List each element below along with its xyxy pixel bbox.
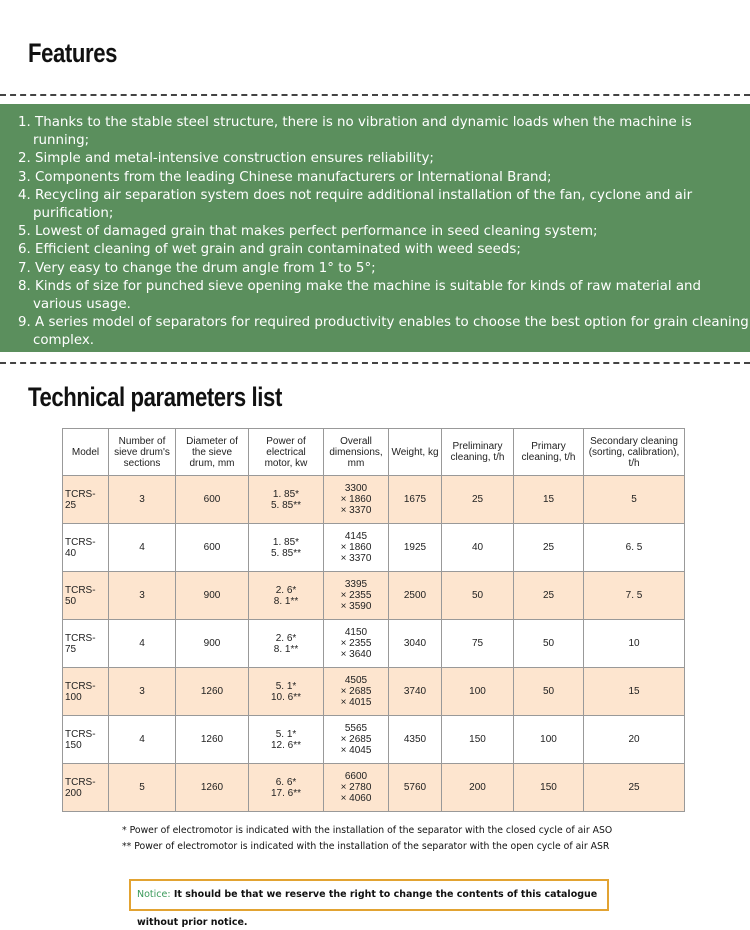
feature-item: 8. Kinds of size for punched sieve opening make the machine is suitable for kinds of raw material and various usage.: [18, 278, 702, 313]
feature-item: 2. Simple and metal-intensive construction ensures reliability;: [18, 151, 434, 167]
footnote-single: * Power of electromotor is indicated with the installation of the separator with the closed cycle of air ASO: [122, 825, 613, 836]
table-cell: 5760: [389, 764, 442, 812]
table-cell: 7. 5: [584, 572, 685, 620]
table-row: [63, 524, 685, 572]
table-cell: 6. 5: [584, 524, 685, 572]
table-cell: 25: [442, 476, 514, 524]
table-cell: 25: [514, 524, 584, 572]
table-cell: 5: [109, 764, 176, 812]
parameters-table: [62, 428, 685, 812]
table-cell: 3395 × 2355 × 3590: [324, 572, 389, 620]
table-cell: 3: [109, 572, 176, 620]
table-cell: TCRS-50: [63, 572, 109, 620]
table-cell: 5. 1* 12. 6**: [249, 716, 324, 764]
column-header: Primary cleaning, t/h: [514, 429, 584, 476]
table-cell: 1260: [176, 716, 249, 764]
table-row: [63, 476, 685, 524]
feature-item: 7. Very easy to change the drum angle from 1° to 5°;: [18, 260, 376, 276]
table-cell: 25: [514, 572, 584, 620]
table-cell: 2500: [389, 572, 442, 620]
table-cell: 40: [442, 524, 514, 572]
table-cell: 1260: [176, 668, 249, 716]
table-cell: 4145 × 1860 × 3370: [324, 524, 389, 572]
table-cell: 2. 6* 8. 1**: [249, 572, 324, 620]
table-cell: 4: [109, 524, 176, 572]
column-header: Power of electrical motor, kw: [249, 429, 324, 476]
column-header: Preliminary cleaning, t/h: [442, 429, 514, 476]
table-cell: TCRS-75: [63, 620, 109, 668]
feature-item: 9. A series model of separators for required productivity enables to choose the best option for grain cleaning complex.: [18, 315, 749, 349]
table-cell: 20: [584, 716, 685, 764]
table-cell: 3740: [389, 668, 442, 716]
column-header: Number of sieve drum's sections: [109, 429, 176, 476]
table-cell: 900: [176, 572, 249, 620]
divider: [0, 362, 750, 364]
table-cell: 25: [584, 764, 685, 812]
footnote-double: ** Power of electromotor is indicated with the installation of the separator with the open cycle of air ASR: [122, 841, 610, 852]
table-cell: 3040: [389, 620, 442, 668]
column-header: Weight, kg: [389, 429, 442, 476]
table-cell: 1. 85* 5. 85**: [249, 524, 324, 572]
table-cell: 4150 × 2355 × 3640: [324, 620, 389, 668]
table-cell: 5: [584, 476, 685, 524]
table-row: [63, 668, 685, 716]
table-cell: 4350: [389, 716, 442, 764]
table-cell: 4: [109, 620, 176, 668]
table-cell: TCRS-25: [63, 476, 109, 524]
table-cell: 10: [584, 620, 685, 668]
column-header: Model: [63, 429, 109, 476]
table-cell: TCRS-150: [63, 716, 109, 764]
table-cell: 4: [109, 716, 176, 764]
table-cell: 15: [584, 668, 685, 716]
notice-box: [129, 879, 609, 928]
table-cell: TCRS-40: [63, 524, 109, 572]
table-row: [63, 572, 685, 620]
table-cell: 3300 × 1860 × 3370: [324, 476, 389, 524]
table-cell: 6600 × 2780 × 4060: [324, 764, 389, 812]
table-row: [63, 620, 685, 668]
table-cell: 15: [514, 476, 584, 524]
table-cell: 150: [514, 764, 584, 812]
table-cell: 5565 × 2685 × 4045: [324, 716, 389, 764]
table-cell: 600: [176, 476, 249, 524]
tech-heading: Technical parameters list: [28, 382, 282, 412]
table-cell: 6. 6* 17. 6**: [249, 764, 324, 812]
table-cell: TCRS-200: [63, 764, 109, 812]
table-cell: 2. 6* 8. 1**: [249, 620, 324, 668]
column-header: Diameter of the sieve drum, mm: [176, 429, 249, 476]
table-cell: TCRS-100: [63, 668, 109, 716]
table-cell: 150: [442, 716, 514, 764]
features-panel: [0, 104, 750, 352]
table-cell: 50: [442, 572, 514, 620]
table-cell: 1925: [389, 524, 442, 572]
table-cell: 3: [109, 476, 176, 524]
column-header: Secondary cleaning (sorting, calibration), t/h: [584, 429, 685, 476]
table-cell: 50: [514, 620, 584, 668]
table-cell: 100: [514, 716, 584, 764]
table-cell: 1260: [176, 764, 249, 812]
table-cell: 600: [176, 524, 249, 572]
table-cell: 50: [514, 668, 584, 716]
table-cell: 4505 × 2685 × 4015: [324, 668, 389, 716]
table-cell: 1675: [389, 476, 442, 524]
table-cell: 75: [442, 620, 514, 668]
notice-text: It should be that we reserve the right to change the contents of this catalogue without prior notice.: [137, 889, 598, 928]
feature-item: 3. Components from the leading Chinese manufacturers or International Brand;: [18, 169, 552, 185]
feature-item: 6. Efficient cleaning of wet grain and grain contaminated with weed seeds;: [18, 242, 521, 258]
table-cell: 100: [442, 668, 514, 716]
features-heading: Features: [28, 38, 118, 68]
table-cell: 900: [176, 620, 249, 668]
feature-item: 5. Lowest of damaged grain that makes perfect performance in seed cleaning system;: [18, 224, 598, 240]
feature-item: 1. Thanks to the stable steel structure, there is no vibration and dynamic loads when the machine is running;: [18, 115, 692, 149]
feature-item: 4. Recycling air separation system does not require additional installation of the fan, cyclone and air purification;: [18, 187, 693, 222]
divider: [0, 94, 750, 96]
notice-label: Notice:: [137, 889, 171, 900]
table-cell: 200: [442, 764, 514, 812]
table-cell: 1. 85* 5. 85**: [249, 476, 324, 524]
table-row: [63, 764, 685, 812]
column-header: Overall dimensions, mm: [324, 429, 389, 476]
table-cell: 3: [109, 668, 176, 716]
table-row: [63, 716, 685, 764]
table-cell: 5. 1* 10. 6**: [249, 668, 324, 716]
